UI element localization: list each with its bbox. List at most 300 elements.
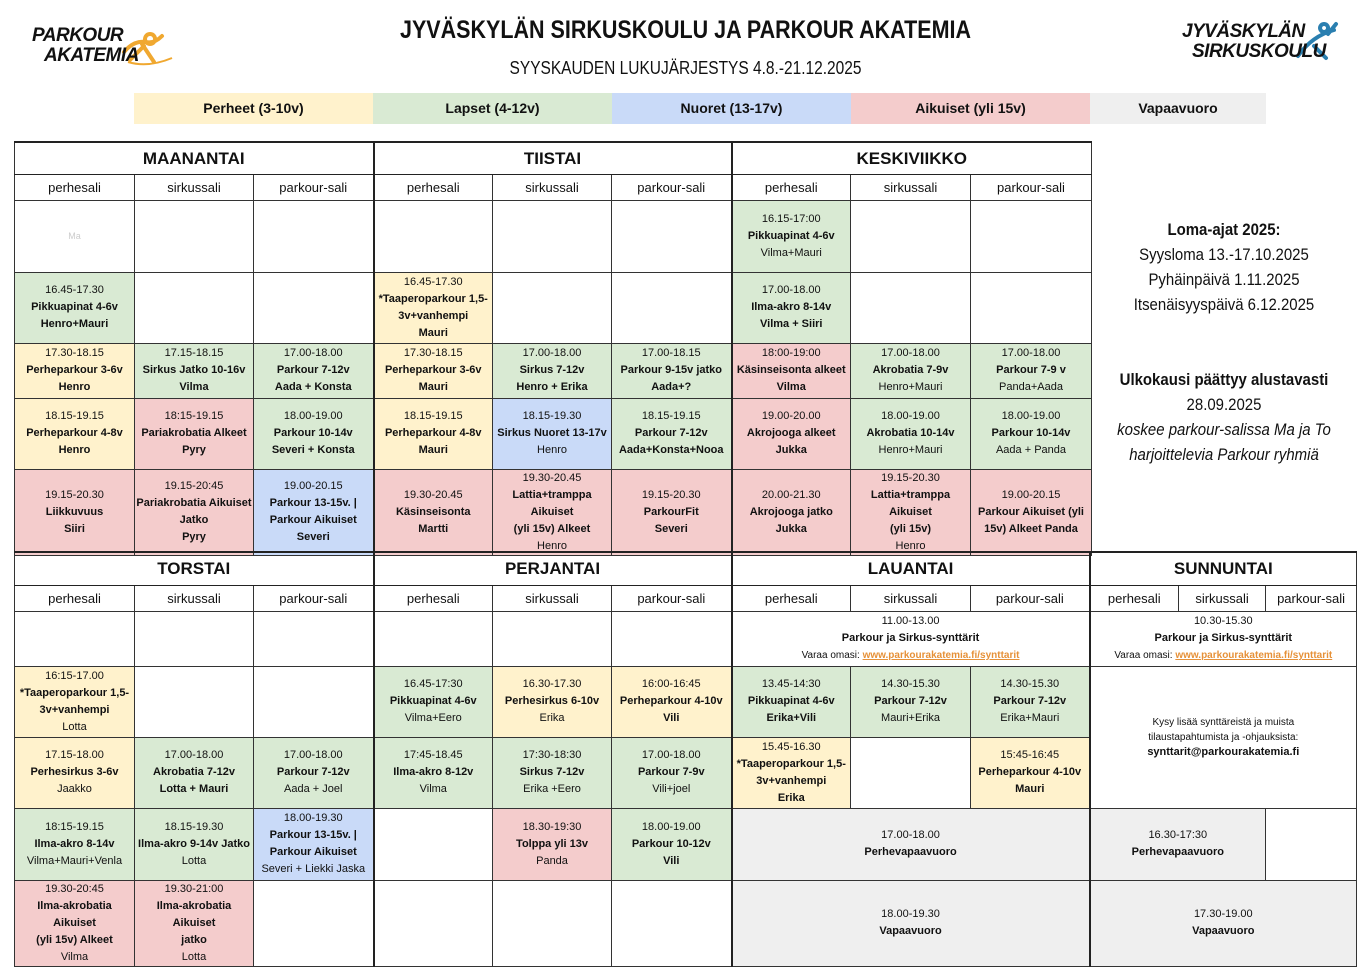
class-time: 10.30-15.30 (1193, 615, 1253, 627)
class-name: *Taaperoparkour 1,5- (19, 686, 130, 699)
booking-label: Varaa omasi: (1114, 650, 1173, 661)
class-name-extra: Parkour Aikuiset (269, 846, 357, 858)
placeholder-text: Ma (68, 230, 81, 241)
birthday-party-slot[interactable] (1090, 611, 1357, 666)
class-time: 17.30-19.00 (1193, 908, 1253, 920)
room-header: perhesali (732, 174, 851, 200)
class-name: Perheparkour 3-6v (384, 364, 482, 376)
free-session-slot[interactable] (732, 880, 1090, 966)
class-name: Parkour ja Sirkus-synttärit (1154, 632, 1293, 644)
birthday-info-line2: tilaustapahtumista ja -ohjauksista: (1148, 731, 1299, 743)
class-slot[interactable] (612, 469, 732, 555)
free-session-slot[interactable] (1090, 808, 1266, 880)
room-header: sirkussali (493, 174, 612, 200)
class-coach: Severi + Konsta (271, 444, 355, 456)
empty-slot (254, 880, 374, 966)
class-slot[interactable] (493, 808, 612, 880)
class-name: Ilma-akro 8-14v (751, 301, 832, 313)
class-name: Käsinseisonta (395, 505, 471, 518)
logo-left-line2: AKATEMIA (44, 45, 139, 66)
schedule-thu-sun (14, 551, 1357, 967)
day-header-sunday: SUNNUNTAI (1090, 552, 1357, 585)
class-name: Parkour 7-12v (276, 766, 350, 778)
class-time: 17.15-18.15 (164, 347, 224, 359)
class-name: Parkour 7-9 v (996, 364, 1066, 376)
empty-slot (612, 272, 732, 343)
class-time: 18.15-19.15 (45, 410, 104, 422)
class-slot[interactable] (612, 808, 732, 880)
room-header: sirkussali (851, 174, 971, 200)
class-slot[interactable] (374, 272, 493, 343)
class-time: 16:00-16:45 (641, 678, 701, 690)
outdoor-note-line2: harjoittelevia Parkour ryhmiä (1129, 445, 1319, 464)
birthday-booking-link[interactable]: www.parkourakatemia.fi/synttarit (1175, 650, 1333, 661)
class-slot[interactable] (732, 666, 851, 737)
class-slot[interactable] (732, 200, 851, 272)
class-coach: Erika+Vili (766, 712, 817, 724)
class-name: Pariakrobatia Alkeet (141, 427, 247, 439)
class-name: Parkour Aikuiset (yli (978, 505, 1084, 518)
class-name: *Taaperoparkour 1,5- (736, 757, 846, 770)
class-name-extra: Parkour Aikuiset (269, 514, 357, 526)
class-slot[interactable] (851, 343, 971, 398)
class-slot[interactable] (612, 343, 732, 398)
class-name: Akrobatia 10-14v (866, 427, 955, 439)
class-coach: Lotta (181, 854, 207, 867)
class-name: Ilma-akro 8-14v (34, 837, 115, 850)
class-coach: Jukka (775, 444, 807, 456)
class-slot[interactable] (493, 398, 612, 469)
class-time: 16:15-17.00 (45, 669, 104, 682)
class-name: Parkour 13-15v. | (269, 497, 357, 509)
empty-slot (135, 611, 254, 666)
class-time: 18.00-19.00 (881, 410, 940, 422)
class-name-extra: 3v+vanhempi (39, 703, 110, 716)
class-name: Parkour 7-12v (874, 695, 947, 707)
class-name: Sirkus 7-12v (519, 364, 585, 376)
class-name: Ilma-akrobatia Aikuiset (37, 899, 112, 929)
class-slot[interactable] (15, 343, 135, 398)
class-name: Parkour ja Sirkus-synttärit (841, 632, 980, 644)
room-header: perhesali (15, 585, 135, 611)
empty-slot (135, 666, 254, 737)
class-coach: Panda (536, 854, 568, 867)
class-name: Parkour 9-15v jatko (620, 364, 722, 376)
class-time: 17.00-18.00 (283, 347, 343, 359)
class-time: 13.45-14:30 (761, 678, 821, 690)
class-time: 16.45-17:30 (403, 678, 463, 690)
free-session-slot[interactable] (1090, 880, 1357, 966)
class-coach: Henro (537, 444, 567, 456)
schedule-mon-wed (14, 141, 1092, 556)
class-coach: Henro + Erika (516, 381, 588, 393)
birthday-party-slot[interactable] (732, 611, 1090, 666)
class-time: 17.00-18.15 (641, 347, 701, 359)
legend-children: Lapset (4-12v) (373, 93, 612, 124)
class-name: Lattia+tramppa Aikuiset (870, 488, 951, 518)
class-time: 17.30-18.15 (45, 347, 104, 359)
page-title: JYVÄSKYLÄN SIRKUSKOULU JA PARKOUR AKATEMIA (400, 16, 971, 44)
class-slot[interactable] (254, 469, 374, 555)
class-coach: Severi (296, 531, 330, 543)
class-time: 14.30-15.30 (881, 678, 940, 690)
class-slot[interactable] (15, 666, 135, 737)
class-coach: Jaakko (57, 783, 92, 795)
class-name: Ilma-akrobatia Aikuiset (156, 899, 232, 929)
class-name-extra: (yli 15v) Alkeet (513, 522, 591, 535)
holidays-title: Loma-ajat 2025: (1167, 220, 1281, 239)
class-time: 17.00-18.00 (881, 347, 940, 359)
legend-youth: Nuoret (13-17v) (612, 93, 851, 124)
class-slot[interactable] (732, 272, 851, 343)
birthday-info-line1: Kysy lisää synttäreistä ja muista (1152, 716, 1295, 728)
empty-slot (374, 880, 493, 966)
class-slot[interactable] (732, 398, 851, 469)
room-header: parkour-sali (254, 585, 374, 611)
empty-slot (135, 200, 254, 272)
room-header: sirkussali (851, 585, 971, 611)
class-slot[interactable] (971, 398, 1092, 469)
class-coach: Henro (895, 539, 926, 552)
class-coach: Pyry (182, 444, 206, 456)
class-time: 18.00-19.30 (283, 812, 343, 824)
class-time: 16.45-17.30 (403, 275, 463, 288)
class-name: Sirkus Jatko 10-16v (142, 364, 246, 376)
class-time: 14.30-15.30 (1000, 678, 1060, 690)
empty-slot (612, 200, 732, 272)
class-name: Sirkus 7-12v (519, 766, 585, 778)
class-slot[interactable] (15, 272, 135, 343)
class-coach: Aada+? (651, 381, 692, 393)
class-name-extra: (yli 15v) Alkeet (36, 933, 113, 946)
class-coach: Erika+Mauri (1000, 712, 1060, 724)
class-slot[interactable] (971, 343, 1092, 398)
class-coach: Vili+joel (652, 783, 691, 795)
class-time: 15.45-16.30 (761, 740, 821, 753)
class-time: 19.15-20:45 (164, 480, 224, 492)
class-time: 19.30-20.45 (522, 471, 582, 484)
class-name: Akrojooga alkeet (746, 427, 836, 439)
room-header: perhesali (732, 585, 851, 611)
empty-slot (374, 808, 493, 880)
class-slot[interactable] (612, 666, 732, 737)
day-header-saturday: LAUANTAI (732, 552, 1090, 585)
class-slot[interactable] (493, 666, 612, 737)
class-name: Perhesirkus 6-10v (504, 695, 600, 707)
class-time: 19.00-20.15 (283, 480, 343, 492)
room-header: parkour-sali (1266, 585, 1357, 611)
class-time: 18.15-19.15 (403, 410, 463, 422)
class-slot[interactable] (135, 398, 254, 469)
class-slot[interactable] (15, 398, 135, 469)
class-time: 17.00-18.00 (641, 749, 701, 761)
class-name: Parkour 7-9v (637, 766, 705, 778)
class-slot[interactable] (15, 880, 135, 966)
class-slot[interactable] (971, 737, 1090, 808)
class-name: Vapaavuoro (879, 925, 942, 937)
class-coach: Aada+Konsta+Nooa (618, 444, 724, 456)
class-time: 19.15-20.30 (881, 471, 940, 484)
class-slot[interactable] (254, 737, 374, 808)
class-time: 11.00-13.00 (881, 615, 940, 627)
class-name: Akrobatia 7-12v (153, 766, 235, 778)
class-time: 17.15-18.00 (45, 749, 104, 761)
class-time: 17.30-18.15 (403, 347, 463, 359)
class-name: Perheparkour 4-10v (619, 695, 723, 707)
class-name: Pariakrobatia Aikuiset (136, 497, 252, 509)
holiday-notes (1115, 217, 1333, 317)
class-coach: Severi + Liekki Jaska (261, 863, 366, 875)
class-slot[interactable] (732, 737, 851, 808)
class-coach: Aada + Konsta (274, 381, 352, 393)
class-coach: Vili (663, 854, 680, 867)
class-slot[interactable] (374, 666, 493, 737)
legend-adults: Aikuiset (yli 15v) (851, 93, 1090, 124)
class-coach: Lotta (181, 950, 207, 963)
class-coach: Henro (58, 444, 91, 456)
class-slot[interactable] (15, 737, 135, 808)
class-time: 19.00-20.00 (761, 410, 821, 422)
class-time: 18.00-19.30 (881, 908, 940, 920)
class-time: 17.00-18.00 (881, 829, 940, 841)
room-header: perhesali (1090, 585, 1179, 611)
outdoor-title: Ulkokausi päättyy alustavasti (1119, 370, 1329, 389)
class-time: 18:15-19.15 (45, 820, 104, 833)
class-name: Parkour 7-12v (993, 695, 1067, 707)
birthday-email[interactable]: synttarit@parkourakatemia.fi (1147, 745, 1300, 758)
empty-slot (15, 200, 135, 272)
room-header: sirkussali (135, 174, 254, 200)
class-slot[interactable] (851, 398, 971, 469)
class-coach: Erika +Eero (523, 783, 581, 795)
class-name: Parkour 10-14v (991, 427, 1071, 439)
class-slot[interactable] (135, 808, 254, 880)
class-coach: Severi (654, 522, 688, 535)
class-name: Liikkuvuus (45, 505, 104, 518)
outdoor-season-notes (1115, 367, 1333, 467)
room-header: parkour-sali (971, 585, 1090, 611)
empty-slot (612, 880, 732, 966)
room-header: sirkussali (135, 585, 254, 611)
class-name: Ilma-akro 8-12v (393, 766, 474, 778)
class-time: 18:15-19.15 (164, 410, 224, 422)
birthday-booking-link[interactable]: www.parkourakatemia.fi/synttarit (862, 650, 1020, 661)
class-time: 17.00-18.00 (522, 347, 582, 359)
class-coach: Henro (58, 381, 91, 393)
logo-right-line1: JYVÄSKYLÄN (1182, 21, 1305, 42)
class-slot[interactable] (254, 343, 374, 398)
class-coach: Vilma (419, 783, 447, 795)
class-name: Pikkuapinat 4-6v (31, 301, 118, 313)
class-slot[interactable] (135, 469, 254, 555)
class-time: 18.00-19.00 (283, 410, 343, 422)
class-name-extra: (yli 15v) (890, 522, 931, 535)
room-header: perhesali (374, 174, 493, 200)
class-slot[interactable] (15, 808, 135, 880)
class-coach: Pyry (182, 531, 206, 543)
class-slot[interactable] (851, 469, 971, 555)
empty-slot (254, 272, 374, 343)
class-coach: Mauri (418, 326, 448, 339)
class-coach: Jukka (775, 522, 807, 535)
class-slot[interactable] (374, 737, 493, 808)
room-header: parkour-sali (971, 174, 1092, 200)
class-name: Käsinseisonta alkeet (736, 364, 846, 376)
class-time: 16.45-17.30 (45, 284, 104, 296)
class-slot[interactable] (374, 398, 493, 469)
day-header-thursday: TORSTAI (15, 552, 374, 585)
class-coach: Vilma+Mauri+Venla (26, 854, 123, 867)
class-time: 17:45-18.45 (403, 749, 463, 761)
empty-slot (851, 272, 971, 343)
room-header: sirkussali (493, 585, 612, 611)
day-header-monday: MAANANTAI (15, 142, 374, 174)
jyvaskylan-sirkuskoulu-logo (1178, 16, 1343, 71)
class-name: Perheparkour 4-8v (26, 427, 123, 439)
class-slot[interactable] (374, 469, 493, 555)
class-time: 16.15-17:00 (761, 212, 821, 225)
class-name: Parkour 13-15v. | (269, 829, 357, 841)
room-header: parkour-sali (612, 585, 732, 611)
age-group-legend (134, 93, 1266, 124)
class-name-extra: Jatko (179, 514, 209, 526)
class-name-extra: 3v+vanhempi (756, 774, 827, 787)
day-header-wednesday: KESKIVIIKKO (732, 142, 1092, 174)
class-coach: Panda+Aada (999, 381, 1063, 393)
class-slot[interactable] (15, 469, 135, 555)
class-name: Pikkuapinat 4-6v (747, 695, 835, 707)
class-name: *Taaperoparkour 1,5-3v+vanhempi (378, 292, 488, 322)
class-slot[interactable] (732, 469, 851, 555)
class-time: 17.00-18.00 (761, 284, 821, 296)
empty-slot (851, 200, 971, 272)
legend-families: Perheet (3-10v) (134, 93, 373, 124)
class-time: 18.15-19.30 (164, 820, 224, 833)
class-time: 19.30-20:45 (45, 882, 104, 895)
free-session-slot[interactable] (732, 808, 1090, 880)
class-slot[interactable] (135, 737, 254, 808)
empty-slot (851, 737, 971, 808)
class-name: Perheparkour 4-8v (384, 427, 482, 439)
class-slot[interactable] (493, 343, 612, 398)
empty-slot (493, 272, 612, 343)
class-slot[interactable] (971, 666, 1090, 737)
class-slot[interactable] (493, 737, 612, 808)
class-coach: Vilma+Eero (404, 712, 462, 724)
class-coach: Aada + Panda (995, 444, 1067, 456)
class-slot[interactable] (493, 469, 612, 555)
class-name: Sirkus Nuoret 13-17v (497, 427, 607, 439)
legend-free-session: Vapaavuoro (1090, 93, 1266, 124)
class-slot[interactable] (135, 343, 254, 398)
class-slot[interactable] (851, 666, 971, 737)
class-time: 19.30-21:00 (164, 882, 224, 895)
class-name-extra: 15v) Alkeet Panda (984, 522, 1078, 535)
class-time: 15:45-16:45 (1000, 749, 1060, 761)
class-time: 16.30-17.30 (522, 678, 582, 690)
class-slot[interactable] (971, 469, 1092, 555)
empty-slot (971, 200, 1092, 272)
room-header: sirkussali (1179, 585, 1266, 611)
class-name: Tolppa yli 13v (516, 837, 588, 850)
empty-slot (493, 611, 612, 666)
class-name: Akrojooga jatko (749, 505, 833, 518)
empty-slot (254, 666, 374, 737)
class-time: 19.15-20.30 (45, 488, 104, 501)
day-header-tuesday: TIISTAI (374, 142, 732, 174)
class-coach: Erika (777, 791, 805, 804)
class-time: 18.30-19:30 (522, 820, 582, 833)
class-name: Akrobatia 7-9v (872, 364, 949, 376)
class-name: Perheparkour 3-6v (26, 364, 123, 376)
class-time: 18:00-19:00 (761, 347, 821, 359)
class-coach: Lotta + Mauri (159, 783, 229, 795)
class-coach: Mauri+Erika (881, 712, 941, 724)
class-coach: Henro+Mauri (40, 318, 109, 330)
class-coach: Mauri (418, 444, 448, 456)
empty-slot (374, 200, 493, 272)
class-name: Vapaavuoro (1192, 925, 1255, 937)
holiday-allsaints: Pyhäinpäivä 1.11.2025 (1148, 270, 1300, 289)
class-slot[interactable] (732, 343, 851, 398)
logo-right-line2: SIRKUSKOULU (1192, 41, 1326, 62)
class-time: 20.00-21.30 (761, 488, 821, 501)
class-slot[interactable] (374, 343, 493, 398)
class-name: Perhesirkus 3-6v (30, 766, 119, 778)
birthday-info (1090, 666, 1357, 808)
holiday-autumn: Syysloma 13.-17.10.2025 (1139, 245, 1309, 264)
class-coach: Mauri (418, 381, 448, 393)
logo-left-line1: PARKOUR (32, 25, 124, 46)
outdoor-note-line1: koskee parkour-salissa Ma ja To (1117, 420, 1331, 439)
class-name: Perhevapaavuoro (1131, 846, 1224, 858)
class-coach: Henro (537, 539, 567, 552)
empty-slot (254, 200, 374, 272)
class-coach: Martti (418, 522, 449, 535)
class-name: Parkour 10-12v (631, 837, 711, 850)
class-name: ParkourFit (643, 505, 699, 518)
room-header: parkour-sali (254, 174, 374, 200)
class-slot[interactable] (254, 398, 374, 469)
class-time: 17.00-18.00 (164, 749, 224, 761)
class-name: Ilma-akro 9-14v Jatko (138, 837, 250, 850)
class-coach: Vilma (179, 381, 209, 393)
empty-slot (971, 272, 1092, 343)
class-time: 19.15-20.30 (641, 488, 701, 501)
class-slot[interactable] (612, 737, 732, 808)
class-name: Lattia+tramppa Aikuiset (512, 488, 592, 518)
class-coach: Erika (539, 712, 565, 724)
empty-slot (1266, 808, 1357, 880)
day-header-friday: PERJANTAI (374, 552, 732, 585)
class-slot[interactable] (254, 808, 374, 880)
outdoor-date: 28.09.2025 (1186, 395, 1262, 414)
class-time: 18.00-19.00 (641, 820, 701, 833)
booking-label: Varaa omasi: (801, 650, 860, 661)
class-name-extra: jatko (181, 933, 207, 946)
class-time: 17:30-18:30 (522, 749, 582, 761)
class-name: Pikkuapinat 4-6v (389, 695, 477, 707)
class-time: 19.30-20.45 (403, 488, 463, 501)
class-coach: Henro+Mauri (878, 381, 943, 393)
empty-slot (135, 272, 254, 343)
class-time: 19.00-20.15 (1001, 488, 1061, 501)
class-coach: Vilma + Siiri (760, 318, 823, 330)
class-slot[interactable] (135, 880, 254, 966)
class-coach: Henro+Mauri (878, 444, 943, 456)
class-name: Perhevapaavuoro (864, 846, 957, 858)
class-slot[interactable] (612, 398, 732, 469)
